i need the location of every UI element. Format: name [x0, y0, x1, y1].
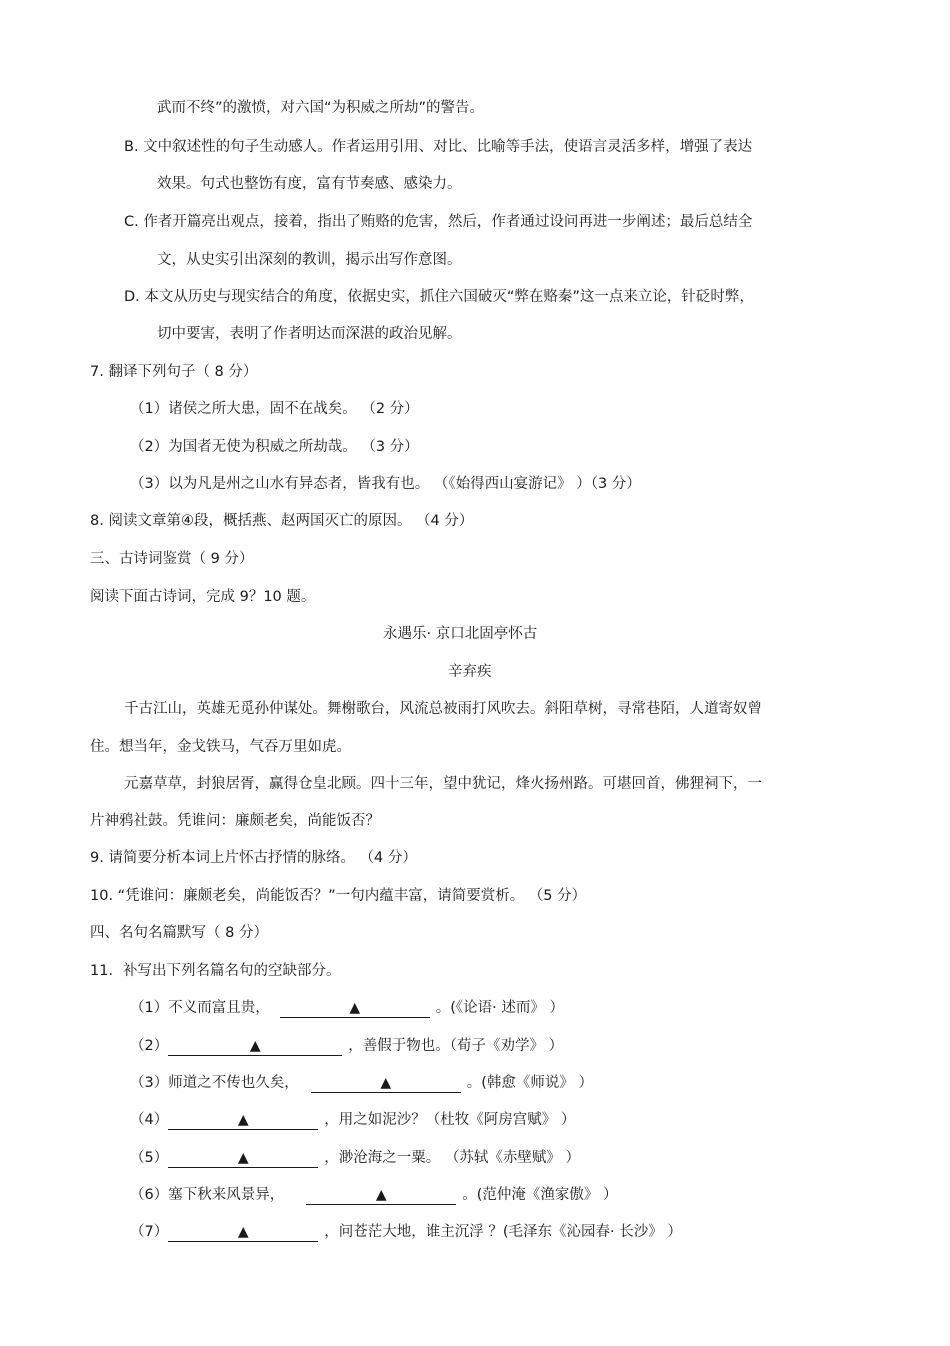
question-10: 10. “凭谁问：廉颇老矣，尚能饭否？”一句内蕴丰富，请简要赏析。 （5 分）: [90, 888, 587, 904]
section-4-heading: 四、名句名篇默写（ 8 分）: [90, 925, 268, 941]
fill-item-prefix: （2）: [130, 1038, 169, 1054]
fill-item-1: [130, 998, 564, 1018]
question-7-3: （3）以为凡是州之山水有异态者，皆我有也。 （《始得西山宴游记》 ）（3 分）: [130, 476, 641, 492]
answer-blank[interactable]: [168, 1111, 318, 1130]
option-c: C. 作者开篇亮出观点，接着，指出了贿赂的危害，然后，作者通过设问再进一步阐述；最后总结全: [124, 214, 753, 230]
option-a-continuation: 武而不终”的激愤，对六国“为积威之所劫”的警告。: [157, 100, 485, 116]
question-11: 11．补写出下列名篇名句的空缺部分。: [90, 963, 341, 979]
fill-item-prefix: （6）塞下秋来风景异，: [130, 1187, 285, 1203]
poem-stanza-1-continuation: 住。想当年，金戈铁马，气吞万里如虎。: [90, 739, 351, 755]
poem-title: 永遇乐· 京口北固亭怀古: [383, 626, 538, 642]
triangle-marker-icon: ▲: [249, 1038, 261, 1054]
fill-item-6: [130, 1185, 618, 1205]
question-7-2: （2）为国者无使为积威之所劫哉。 （3 分）: [130, 439, 419, 455]
answer-blank[interactable]: [311, 1074, 461, 1093]
option-b-continuation: 效果。句式也整饬有度，富有节奏感、感染力。: [157, 176, 462, 192]
answer-blank[interactable]: [306, 1186, 456, 1205]
fill-item-2: [130, 1036, 563, 1056]
fill-item-suffix: 。(韩愈《师说》 ）: [466, 1075, 593, 1091]
fill-item-suffix: ，用之如泥沙？（杜牧《阿房宫赋》 ）: [324, 1112, 576, 1128]
option-d-continuation: 切中要害，表明了作者明达而深湛的政治见解。: [157, 326, 462, 342]
poem-stanza-2-continuation: 片神鸦社鼓。凭谁问：廉颇老矣，尚能饭否？: [90, 813, 380, 829]
fill-item-prefix: （4）: [130, 1112, 169, 1128]
answer-blank[interactable]: [168, 1149, 318, 1168]
poem-stanza-1: 千古江山，英雄无觅孙仲谋处。舞榭歌台，风流总被雨打风吹去。斜阳草树，寻常巷陌，人道寄奴曾: [124, 701, 762, 717]
fill-item-suffix: ，问苍茫大地，谁主沉浮 ？(毛泽东《沁园春· 长沙》 ）: [324, 1224, 682, 1240]
question-9: 9. 请简要分析本词上片怀古抒情的脉络。 （4 分）: [90, 850, 417, 866]
triangle-marker-icon: ▲: [237, 1150, 249, 1166]
triangle-marker-icon: ▲: [237, 1112, 249, 1128]
fill-item-4: [130, 1110, 575, 1130]
option-c-continuation: 文，从史实引出深刻的教训，揭示出写作意图。: [157, 252, 462, 268]
fill-item-prefix: （3）师道之不传也久矣，: [130, 1075, 299, 1091]
question-7: 7. 翻译下列句子（ 8 分）: [90, 364, 258, 380]
fill-item-5: [130, 1148, 580, 1168]
section-3-heading: 三、古诗词鉴赏（ 9 分）: [90, 551, 254, 567]
fill-item-3: [130, 1073, 593, 1093]
option-d: D. 本文从历史与现实结合的角度，依据史实，抓住六国破灭“弊在赂秦”这一点来立论，针砭时弊，: [124, 289, 754, 305]
section-3-instruction: 阅读下面古诗词，完成 9？10 题。: [90, 589, 316, 605]
answer-blank[interactable]: [168, 1037, 342, 1056]
triangle-marker-icon: ▲: [375, 1187, 387, 1203]
fill-item-7: [130, 1222, 682, 1242]
fill-item-suffix: ，善假于物也。（荀子《劝学》 ）: [348, 1038, 564, 1054]
poem-stanza-2: 元嘉草草，封狼居胥，赢得仓皇北顾。四十三年，望中犹记，烽火扬州路。可堪回首，佛狸祠下，一: [124, 776, 762, 792]
triangle-marker-icon: ▲: [380, 1075, 392, 1091]
answer-blank[interactable]: [280, 999, 430, 1018]
fill-item-suffix: 。(《论语· 述而》 ）: [435, 1000, 564, 1016]
fill-item-prefix: （1）不义而富且贵，: [130, 1000, 270, 1016]
fill-item-prefix: （7）: [130, 1224, 169, 1240]
answer-blank[interactable]: [168, 1223, 318, 1242]
question-8: 8. 阅读文章第④段，概括燕、赵两国灭亡的原因。 （4 分）: [90, 513, 474, 529]
triangle-marker-icon: ▲: [237, 1224, 249, 1240]
fill-item-prefix: （5）: [130, 1150, 169, 1166]
option-b: B. 文中叙述性的句子生动感人。作者运用引用、对比、比喻等手法，使语言灵活多样，增强了表达: [124, 139, 753, 155]
question-7-1: （1）诸侯之所大患，固不在战矣。 （2 分）: [130, 401, 419, 417]
fill-item-suffix: ，渺沧海之一粟。 （苏轼《赤壁赋》 ）: [324, 1150, 580, 1166]
poem-author: 辛弃疾: [448, 664, 492, 680]
triangle-marker-icon: ▲: [349, 1000, 361, 1016]
fill-item-suffix: 。(范仲淹《渔家傲》 ）: [462, 1187, 618, 1203]
